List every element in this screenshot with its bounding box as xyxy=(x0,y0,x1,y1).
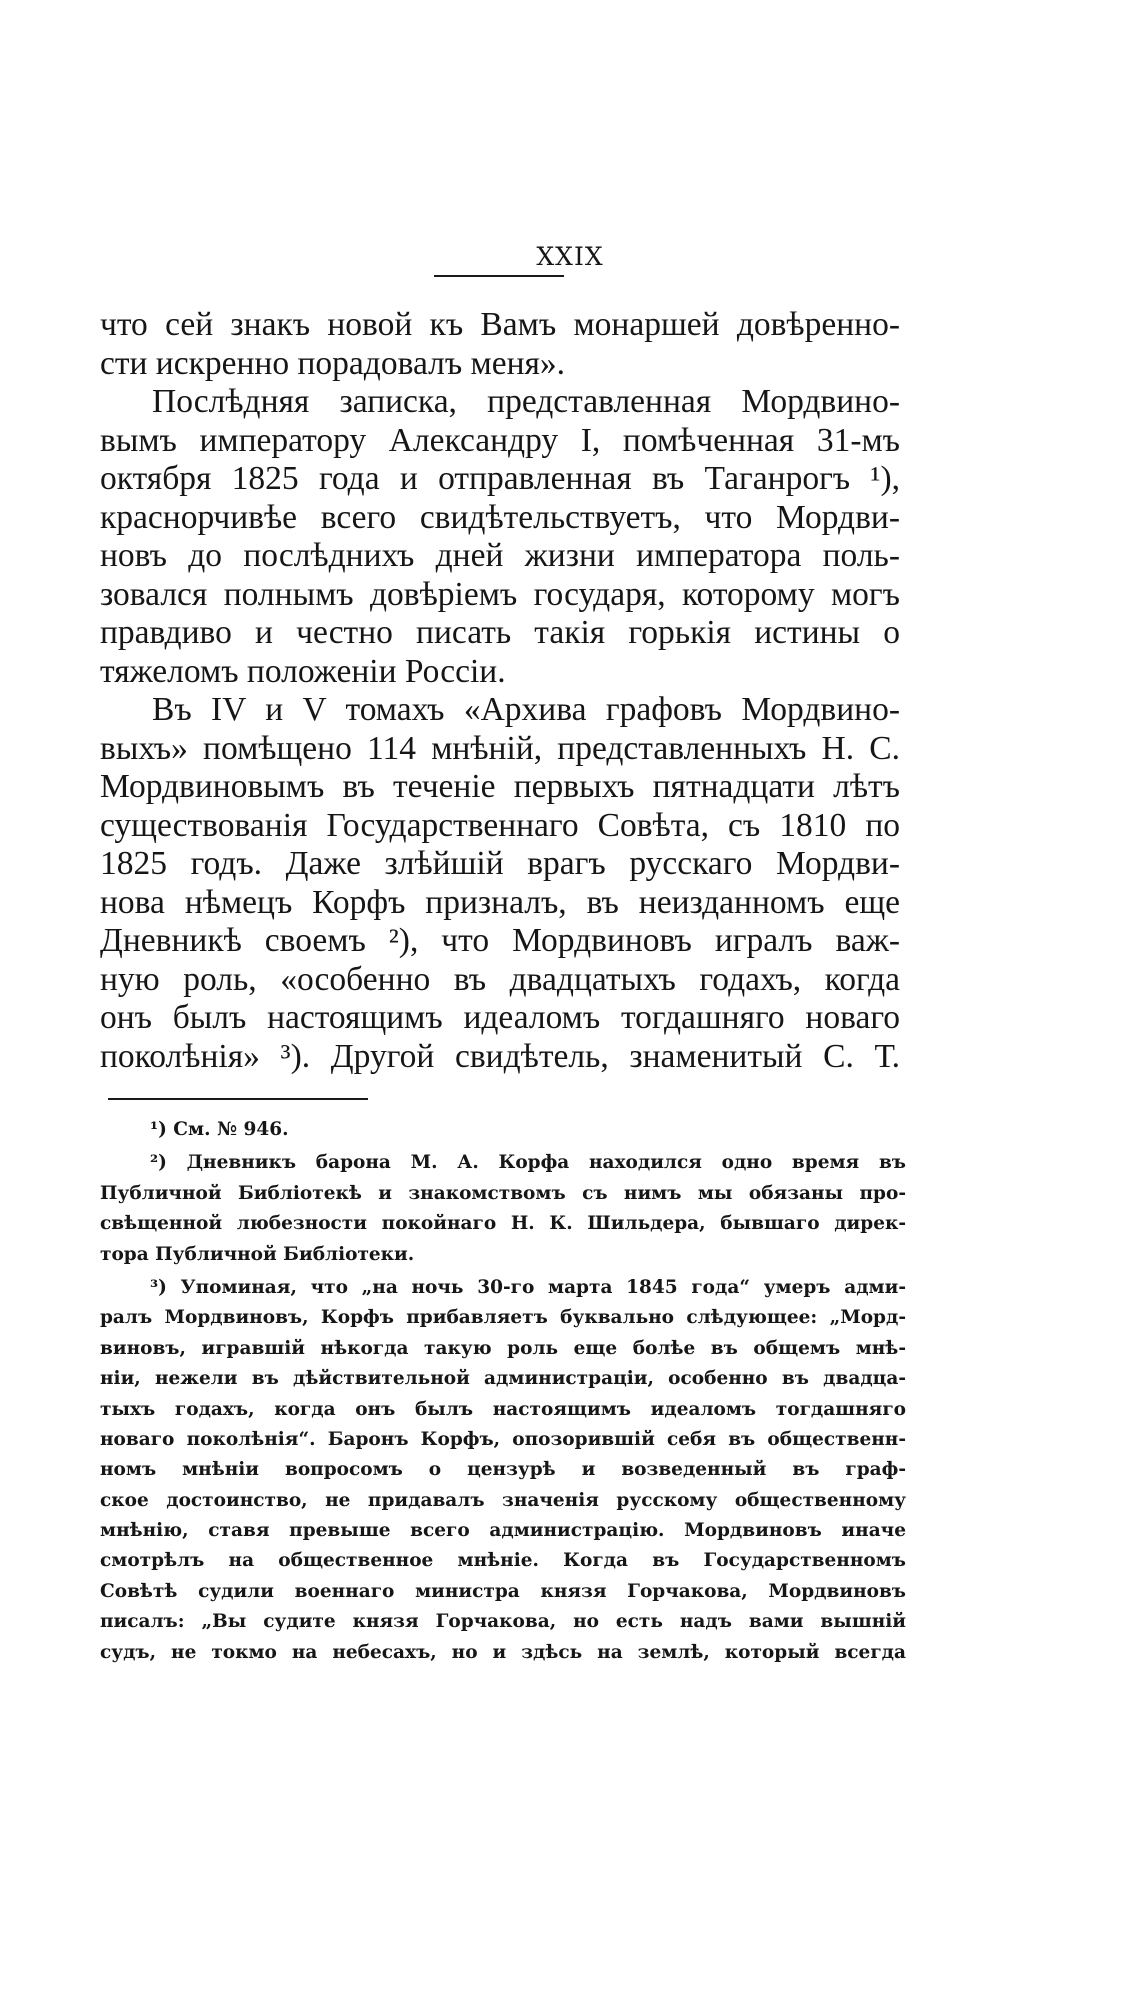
text-line: поколѣнія» ³). Другой свидѣтель, знаменитый С. Т. xyxy=(100,1037,900,1075)
footnote-2-line: свѣщенной любезности покойнаго Н. К. Шильдера, бывшаго дирек- xyxy=(100,1213,906,1235)
text-line: Въ IV и V томахъ «Архива графовъ Мордвино- xyxy=(152,691,900,728)
text-line: Послѣдняя записка, представленная Мордвино- xyxy=(152,383,900,420)
text-line: сти искренно порадовалъ меня». xyxy=(100,344,566,382)
main-text xyxy=(100,306,900,1076)
text-line: 1825 годъ. Даже злѣйшій врагъ русскаго Мордви- xyxy=(100,845,900,882)
text-line: вымъ императору Александру I, помѣченная 31-мъ xyxy=(100,421,900,459)
footnote-separator xyxy=(108,1098,368,1100)
text-line: онъ былъ настоящимъ идеаломъ тогдашняго новаго xyxy=(100,999,900,1036)
text-line: краснорчивѣе всего свидѣтельствуетъ, что Мордви- xyxy=(100,498,900,536)
footnote-3-line: виновъ, игравшій нѣкогда такую роль еще болѣе въ общемъ мнѣ- xyxy=(100,1337,906,1359)
text-line: октября 1825 года и отправленная въ Таганрогъ ¹), xyxy=(100,460,900,497)
text-line: новъ до послѣднихъ дней жизни императора поль- xyxy=(100,537,900,574)
footnote-3-line: Совѣтѣ судили военнаго министра князя Горчакова, Мордвиновъ xyxy=(100,1580,906,1602)
footnote-3-line: номъ мнѣніи вопросомъ о цензурѣ и возведенный въ граф- xyxy=(100,1459,906,1481)
footnote-3-line: судъ, не токмо на небесахъ, но и здѣсь на землѣ, который всегда xyxy=(100,1641,906,1663)
text-line: тяжеломъ положеніи Россіи. xyxy=(100,652,506,690)
footnote-2-line: тора Публичной Библіотеки. xyxy=(100,1243,415,1265)
text-line: выхъ» помѣщено 114 мнѣній, представленныхъ Н. С. xyxy=(100,729,900,767)
text-line: зовался полнымъ довѣріемъ государя, которому могъ xyxy=(100,575,900,613)
footnote-3-line: ніи, нежели въ дѣйствительной администраціи, особенно въ двадца- xyxy=(100,1368,906,1390)
footnote-3-line: тыхъ годахъ, когда онъ былъ настоящимъ идеаломъ тогдашняго xyxy=(100,1398,906,1420)
footnote-3-line: ралъ Мордвиновъ, Корфъ прибавляетъ буквально слѣдующее: „Морд- xyxy=(100,1307,906,1329)
footnote-3-line: ³) Упоминая, что „на ночь 30-го марта 1845 года“ умеръ адми- xyxy=(150,1276,906,1298)
text-line: Мордвиновымъ въ теченіе первыхъ пятнадцати лѣтъ xyxy=(100,768,900,805)
text-line: нова нѣмецъ Корфъ призналъ, въ неизданномъ еще xyxy=(100,883,900,921)
text-line: что сей знакъ новой къ Вамъ монаршей довѣренно- xyxy=(100,306,900,343)
footnotes xyxy=(100,1115,906,1668)
footnote-3-line: мнѣнію, ставя превыше всего администрацію. Мордвиновъ иначе xyxy=(100,1520,906,1542)
page-number-underline xyxy=(434,275,564,277)
text-line: существованія Государственнаго Совѣта, съ 1810 по xyxy=(100,806,900,844)
footnote-3-line: смотрѣлъ на общественное мнѣніе. Когда въ Государственномъ xyxy=(100,1550,906,1572)
footnote-2-line: Публичной Библіотекѣ и знакомствомъ съ нимъ мы обязаны про- xyxy=(100,1182,906,1204)
footnote-1: ¹) См. № 946. xyxy=(150,1119,289,1140)
footnote-3-line: новаго поколѣнія“. Баронъ Корфъ, опозорившій себя въ общественн- xyxy=(100,1428,906,1450)
text-line: правдиво и честно писать такія горькія истины о xyxy=(100,614,900,651)
footnote-3-line: ское достоинство, не придавалъ значенія русскому общественному xyxy=(100,1489,906,1511)
text-line: ную роль, «особенно въ двадцатыхъ годахъ, когда xyxy=(100,960,900,998)
footnote-2-line: ²) Дневникъ барона М. А. Корфа находился одно время въ xyxy=(150,1152,906,1174)
page-number: XXIX xyxy=(536,242,604,271)
footnote-3-line: писалъ: „Вы судите князя Горчакова, но есть надъ вами вышній xyxy=(100,1611,906,1633)
text-line: Дневникѣ своемъ ²), что Мордвиновъ игралъ важ- xyxy=(100,922,900,959)
